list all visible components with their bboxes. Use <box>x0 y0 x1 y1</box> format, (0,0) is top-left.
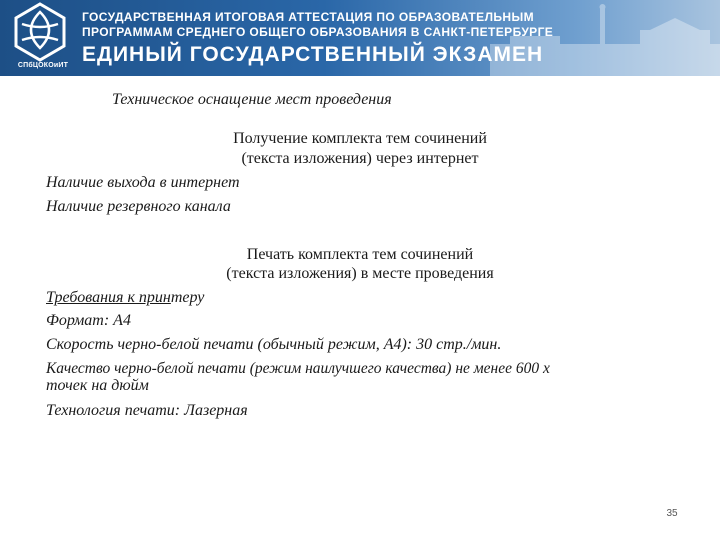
header-line-1: ГОСУДАРСТВЕННАЯ ИТОГОВАЯ АТТЕСТАЦИЯ ПО ОБРАЗОВАТЕЛЬНЫМ <box>82 10 535 24</box>
section1-item: Наличие резервного канала <box>46 198 231 215</box>
format-line: Формат: А4 <box>46 312 131 329</box>
section1-title-line1: Получение комплекта тем сочинений <box>233 130 487 147</box>
logo-caption: СПбЦОКОиИТ <box>17 62 69 69</box>
speed-line: Скорость черно-белой печати (обычный режим, А4): 30 стр./мин. <box>46 336 502 353</box>
quality-line-2: точек на дюйм <box>46 377 149 394</box>
technology-line: Технология печати: Лазерная <box>46 402 248 419</box>
printer-requirements-label <box>46 289 204 307</box>
slide-heading: Техническое оснащение мест проведения <box>112 91 392 108</box>
section1-title-line2: (текста изложения) через интернет <box>241 150 479 167</box>
requirements-rest: теру <box>170 289 205 306</box>
header-title: ЕДИНЫЙ ГОСУДАРСТВЕННЫЙ ЭКЗАМЕН <box>82 43 544 66</box>
quality-line-1: Качество черно-белой печати (режим наилучшего качества) не менее 600 х <box>46 360 550 377</box>
page-number: 35 <box>666 508 678 519</box>
header-banner <box>0 0 720 76</box>
section2-title-line2: (текста изложения) в месте проведения <box>226 265 494 282</box>
section1-item: Наличие выхода в интернет <box>46 174 240 191</box>
section2-title-line1: Печать комплекта тем сочинений <box>246 246 474 263</box>
requirements-underlined: Требования к прин <box>46 289 171 306</box>
header-line-2: ПРОГРАММАМ СРЕДНЕГО ОБЩЕГО ОБРАЗОВАНИЯ В САНКТ-ПЕТЕРБУРГЕ <box>82 25 554 39</box>
logo-icon <box>4 2 76 62</box>
logo <box>4 2 76 74</box>
